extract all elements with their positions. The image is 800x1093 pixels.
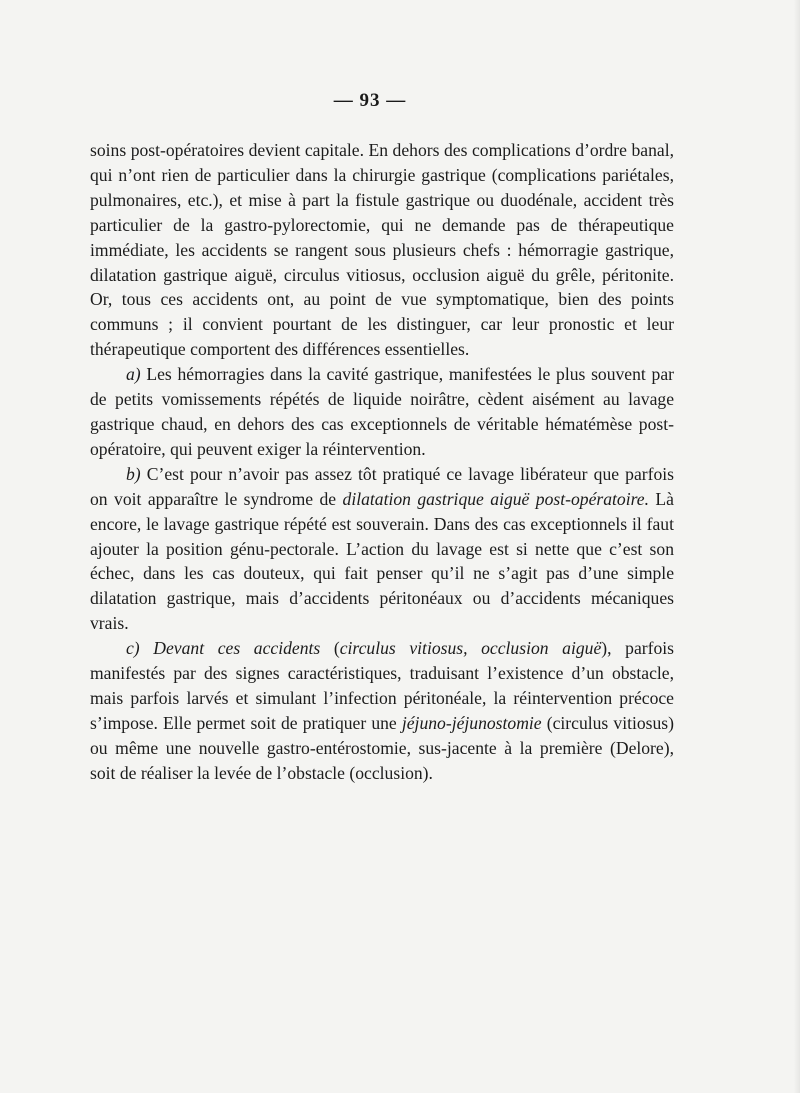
paragraph-a-text: Les hémorragies dans la cavité gastrique, manifestées le plus souvent par de petits vomissements répétés de liquide noirâtre, cèdent aisément au lavage gastrique chaud, en dehors des cas exceptionnels de véritable hématémèse post-opératoire, qui peuvent exiger la réintervention.: [90, 364, 674, 459]
body-text: [90, 138, 674, 786]
paragraph-c-paren-close: ),: [601, 638, 612, 659]
paragraph-a-marker: a): [126, 364, 141, 385]
paragraph-c: [90, 636, 674, 785]
page-number: — 93 —: [333, 90, 407, 111]
paragraph-b-text-end: Là encore, le lavage gastrique répété est souverain. Dans des cas exceptionnels il faut ajouter la position génu-pectorale. L’action du lavage est si nette que c’est son échec, dans les cas douteux, qui fait penser qu’il ne s’agit pas d’une simple dilatation gastrique, mais d’accidents péritonéaux ou d’accidents mécaniques vrais.: [90, 488, 674, 634]
page-edge-shadow: [794, 0, 800, 1093]
paragraph-c-emphasis-paren: circulus vitiosus, occlusion aiguë: [339, 638, 602, 659]
paragraph-c-emphasis-open: Devant ces accidents: [139, 638, 321, 659]
paragraph-b-emphasis: dilatation gastrique aiguë post-opératoire.: [342, 488, 649, 509]
paragraph-c-text-end: (circulus vitiosus) ou même une nouvelle gastro-entérostomie, sus-jacente à la première (Delore), soit de réaliser la levée de l’obstacle (occlusion).: [90, 712, 675, 783]
paragraph-a: [90, 362, 674, 462]
paragraph-c-paren-open: (: [320, 638, 340, 659]
paragraph-intro: soins post-opératoires devient capitale. En dehors des complications d’ordre banal, qui n’ont rien de particulier dans la chirurgie gastrique (complications pariétales, pulmonaires, etc.), et mise à part la fistule gastrique ou duodénale, accident très particulier de la gastro-pylorectomie, qui ne demande pas de thérapeutique immédiate, les accidents se rangent sous plusieurs chefs : hémorragie gastrique, dilatation gastrique aiguë, circulus vitiosus, occlusion aiguë du grêle, péritonite. Or, tous ces accidents ont, au point de vue symptomatique, bien des points communs ; il convient pourtant de les distinguer, car leur pronostic et leur thérapeutique comportent des différences essentielles.: [90, 140, 674, 360]
paragraph-c-text-mid: parfois manifestés par des signes caractéristiques, traduisant l’existence d’un obstacle, mais parfois larvés et simulant l’infection péritonéale, la réintervention précoce s’impose. Elle permet soit de pratiquer une: [90, 638, 674, 733]
paragraph-c-emphasis-procedure: jéjuno-jéjunostomie: [401, 712, 542, 733]
paragraph-b-marker: b): [126, 463, 141, 484]
paragraph-c-marker: c): [126, 638, 140, 659]
paragraph-b-text-start: C’est pour n’avoir pas assez tôt pratiqué ce lavage libérateur que parfois on voit apparaître le syndrome de: [90, 463, 674, 509]
paragraph-b: [90, 462, 674, 636]
